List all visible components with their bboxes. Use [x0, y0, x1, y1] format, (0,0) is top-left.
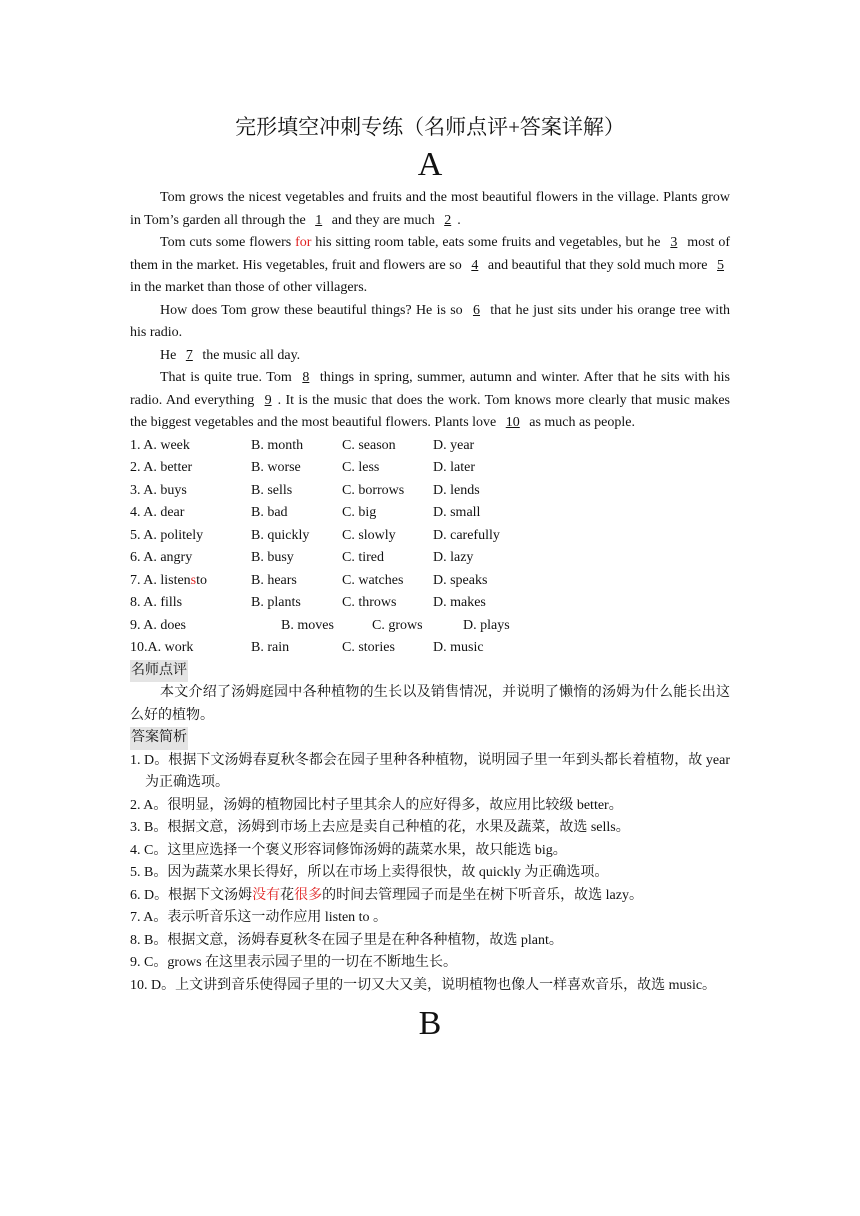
passage-text: . — [457, 212, 461, 228]
passage-text: that he just sits under his orange tree with his radio. — [130, 302, 730, 340]
option-b: B. quickly — [251, 527, 310, 543]
passage-text: Tom cuts some flowers — [160, 235, 296, 250]
option-row-10 — [130, 637, 730, 660]
option-a: 10.A. work — [130, 640, 194, 655]
option-c: C. grows — [372, 617, 423, 633]
highlighted-word: for — [295, 235, 312, 250]
highlighted-word: 没有 — [252, 887, 281, 903]
passage-paragraph-1 — [130, 187, 730, 232]
passage-text: things in spring, summer, autumn and winter. After that he sits with his radio. And everything — [130, 370, 730, 408]
passage-text: and beautiful that they sold much more — [484, 257, 712, 273]
option-row-6 — [130, 547, 730, 570]
passage-paragraph-2 — [130, 232, 730, 300]
option-row-8 — [130, 592, 730, 615]
answer-item-3: 3. B。根据文意，汤姆到市场上去应是卖自己种植的花，水果及蔬菜，故选 sells。 — [130, 820, 630, 835]
answer-item-6 — [130, 885, 730, 908]
option-b: B. plants — [251, 595, 301, 610]
blank-8: 8 — [302, 370, 310, 385]
option-d: D. small — [433, 505, 481, 520]
answer-item-9: 9. C。grows 在这里表示园子里的一切在不断地生长。 — [130, 955, 458, 970]
option-b: B. month — [251, 437, 304, 453]
option-a: 1. A. week — [130, 437, 190, 453]
answer-item-2: 2. A。很明显，汤姆的植物园比村子里其余人的应好得多，故应用比较级 better。 — [130, 797, 623, 813]
passage-paragraph-5 — [130, 367, 730, 435]
option-d: D. lends — [433, 482, 480, 498]
blank-3: 3 — [670, 235, 678, 250]
option-row-9 — [130, 615, 730, 638]
section-heading-b: B — [418, 1005, 442, 1042]
page-title: 完形填空冲刺专练（名师点评+答案详解） — [235, 115, 625, 139]
section-heading-a: A — [417, 146, 443, 183]
answer-item-8: 8. B。根据文意，汤姆春夏秋冬在园子里是在种各种植物，故选 plant。 — [130, 932, 563, 948]
option-a: 2. A. better — [130, 460, 193, 475]
option-row-5 — [130, 525, 730, 548]
option-d: D. lazy — [433, 550, 474, 565]
option-a: 6. A. angry — [130, 550, 193, 565]
option-d: D. year — [433, 437, 475, 453]
blank-4: 4 — [471, 257, 479, 273]
option-c: C. borrows — [342, 482, 405, 498]
answer-text: 的时间去管理园子而是坐在树下听音乐，故选 lazy。 — [322, 887, 643, 903]
passage-text: . It is the music that does the work. Tom knows more clearly that music makes the biggest vegetables and the most beautiful flowers. Plants love — [130, 392, 730, 430]
option-a-text: 7. A. listen — [130, 572, 191, 588]
option-d: D. makes — [433, 595, 486, 610]
option-b: B. moves — [281, 617, 334, 633]
answer-item-7: 7. A。表示听音乐这一动作应用 listen to 。 — [130, 910, 388, 925]
option-c: C. season — [342, 437, 396, 453]
answer-item-4: 4. C。这里应选择一个褒义形容词修饰汤姆的蔬菜水果，故只能选 big。 — [130, 842, 567, 858]
option-b: B. worse — [251, 460, 301, 475]
option-c: C. tired — [342, 550, 384, 565]
passage-text: his sitting room table, eats some fruits and vegetables, but he — [311, 235, 665, 250]
option-a — [130, 570, 251, 593]
highlighted-letter: s — [190, 572, 197, 588]
option-a: 8. A. fills — [130, 595, 183, 610]
option-d: D. speaks — [433, 572, 488, 588]
option-c: C. less — [342, 460, 380, 475]
option-a: 4. A. dear — [130, 505, 185, 520]
option-row-3 — [130, 480, 730, 503]
blank-1: 1 — [315, 212, 323, 228]
option-c: C. slowly — [342, 527, 396, 543]
passage-text: That is quite true. Tom — [160, 370, 297, 385]
answer-item-5: 5. B。因为蔬菜水果长得好，所以在市场上卖得很快，故 quickly 为正确选项。 — [130, 865, 609, 880]
answers-section — [130, 727, 730, 997]
option-a: 5. A. politely — [130, 527, 204, 543]
option-d: D. plays — [463, 617, 510, 633]
option-row-4 — [130, 502, 730, 525]
comment-label: 名师点评 — [130, 660, 188, 683]
passage-text: in the market than those of other villagers. — [130, 280, 368, 295]
passage-text: as much as people. — [525, 415, 635, 430]
highlighted-word: 很多 — [294, 887, 323, 903]
passage-text: How does Tom grow these beautiful things? He is so — [160, 302, 467, 318]
option-b: B. busy — [251, 550, 294, 565]
passage-paragraph-4 — [130, 345, 730, 368]
answer-item-1: 1. D。根据下文汤姆春夏秋冬都会在园子里种各种植物，说明园子里一年到头都长着植物，故 year 为正确选项。 — [130, 752, 730, 790]
option-c: C. throws — [342, 595, 397, 610]
option-b: B. hears — [251, 572, 297, 588]
blank-2: 2 — [444, 212, 452, 228]
passage-text: Tom grows the nicest vegetables and fruits and the most beautiful flowers in the village. Plants grow in Tom’s garden all through the — [130, 190, 730, 228]
option-b: B. rain — [251, 640, 290, 655]
option-row-1 — [130, 435, 730, 458]
answer-item-10: 10. D。上文讲到音乐使得园子里的一切又大又美，说明植物也像人一样喜欢音乐，故选 music。 — [130, 977, 717, 993]
option-row-2 — [130, 457, 730, 480]
blank-6: 6 — [472, 302, 480, 318]
option-c: C. big — [342, 505, 377, 520]
passage-text: He — [160, 347, 180, 363]
option-d: D. carefully — [433, 527, 500, 543]
blank-9: 9 — [264, 392, 272, 408]
option-row-7 — [130, 570, 730, 593]
answer-text: 6. D。根据下文汤姆 — [130, 887, 253, 903]
answers-label: 答案简析 — [130, 727, 188, 750]
passage-text: the music all day. — [198, 347, 301, 363]
option-a: 3. A. buys — [130, 482, 187, 498]
option-c: C. stories — [342, 640, 395, 655]
options-list — [130, 435, 730, 660]
comment-section — [130, 660, 730, 728]
document-page — [130, 112, 730, 1041]
blank-7: 7 — [185, 347, 193, 363]
comment-text: 本文介绍了汤姆庭园中各种植物的生长以及销售情况，并说明了懒惰的汤姆为什么能长出这么好的植物。 — [130, 685, 730, 723]
passage-paragraph-3 — [130, 300, 730, 345]
passage-text: most of them in the market. His vegetables, fruit and flowers are so — [130, 235, 730, 273]
option-d: D. later — [433, 460, 475, 475]
option-a: 9. A. does — [130, 617, 186, 633]
option-b: B. sells — [251, 482, 293, 498]
answer-text: 花 — [280, 887, 295, 903]
option-a-text: to — [196, 572, 208, 588]
passage-text: and they are much — [328, 212, 439, 228]
blank-10: 10 — [505, 415, 520, 430]
option-c: C. watches — [342, 572, 404, 588]
option-b: B. bad — [251, 505, 288, 520]
option-d: D. music — [433, 640, 484, 655]
blank-5: 5 — [717, 257, 725, 273]
